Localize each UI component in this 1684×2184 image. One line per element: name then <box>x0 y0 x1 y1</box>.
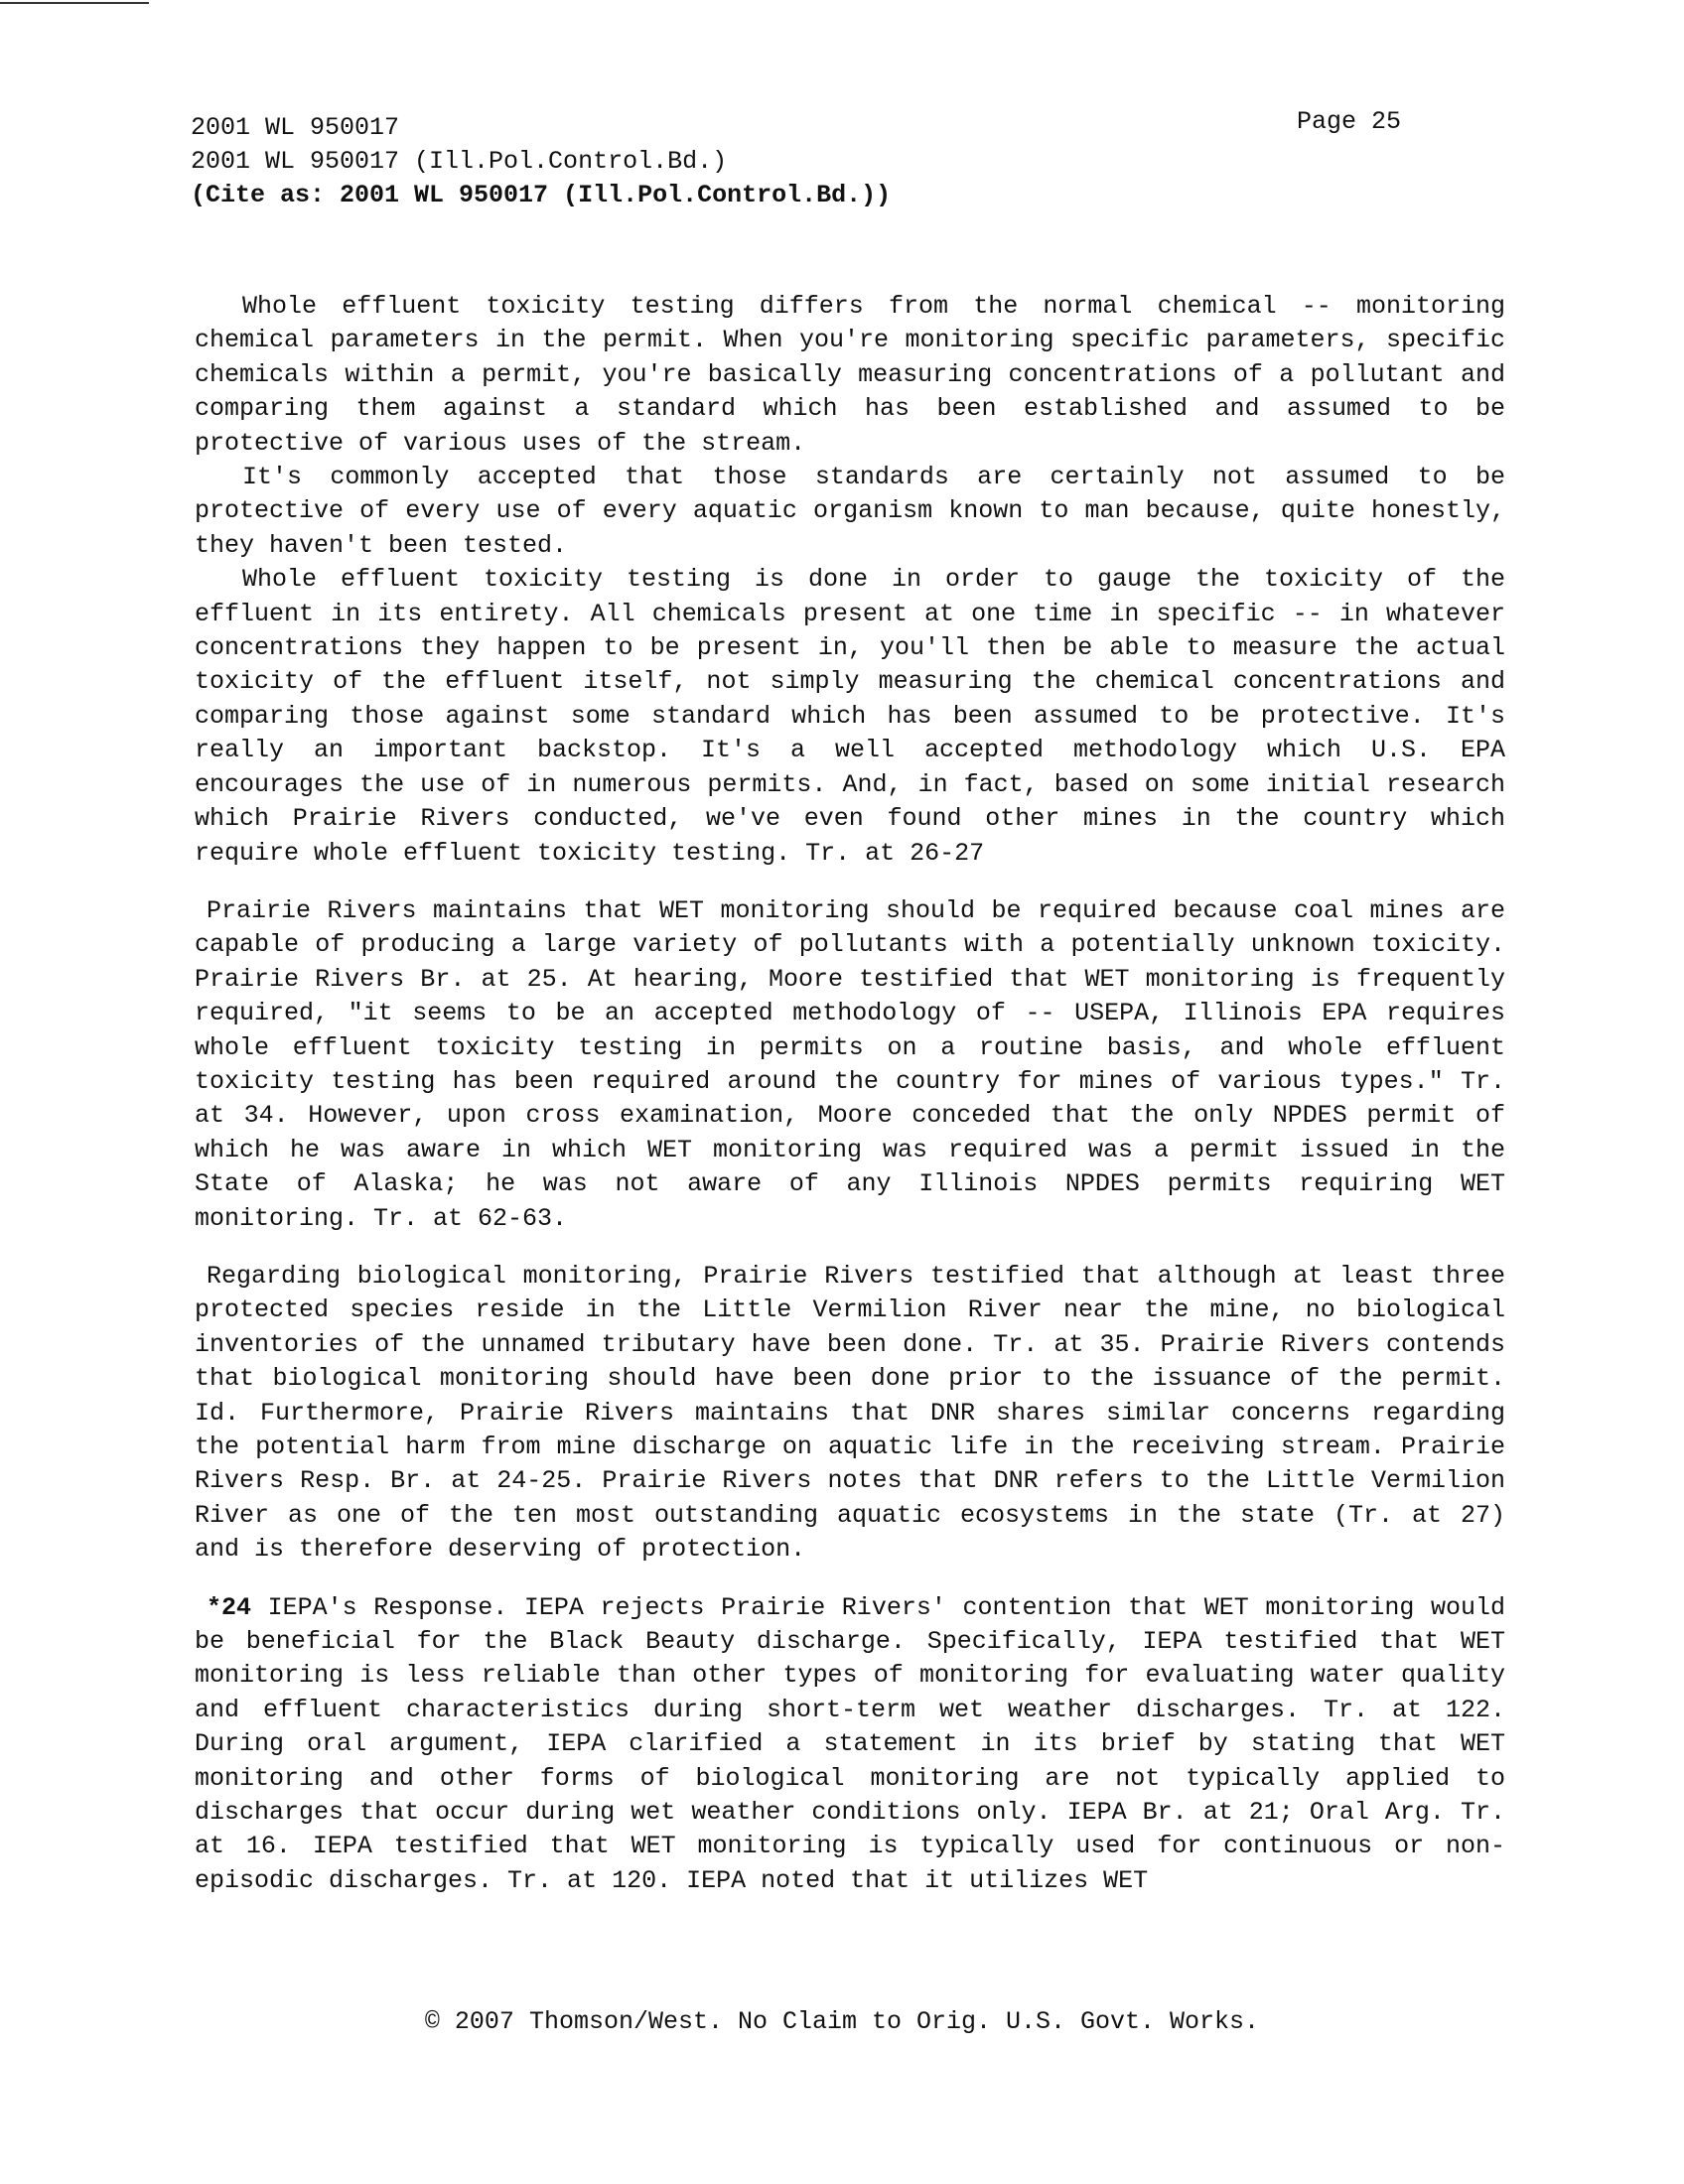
paragraph-gap <box>195 871 1505 894</box>
citation-line-1: 2001 WL 950017 <box>191 113 400 142</box>
quote-paragraph: Whole effluent toxicity testing differs from the normal chemical -- monitoring chemical parameters in the permit. When you're monitoring specific parameters, specific chemicals within a permit, you're basically measuring concentrations of a pollutant and comparing them against a standard which has been established and assumed to be protective of various uses of the stream. <box>195 292 1505 458</box>
scan-corner-rule <box>0 2 149 4</box>
quote-paragraph: Whole effluent toxicity testing is done in order to gauge the toxicity of the effluent in its entirety. All chemicals present at one time in specific -- in whatever concentrations they happen to be present in, you'll then be able to measure the actual toxicity of the effluent itself, not simply measuring the chemical concentrations and comparing those against some standard which has been assumed to be protective. It's really an important backstop. It's a well accepted methodology which U.S. EPA encourages the use of in numerous permits. And, in fact, based on some initial research which Prairie Rivers conducted, we've even found other mines in the country which require whole effluent toxicity testing. Tr. at 26-27 <box>195 565 1505 868</box>
cite-as-line: (Cite as: 2001 WL 950017 (Ill.Pol.Control.Bd.)) <box>191 181 892 209</box>
body-paragraph: Prairie Rivers maintains that WET monitoring should be required because coal mines are capable of producing a large variety of pollutants with a potentially unknown toxicity. Prairie Rivers Br. at 25. At hearing, Moore testified that WET monitoring is frequently required, "it seems to be an accepted methodology of -- USEPA, Illinois EPA requires whole effluent toxicity testing in permits on a routine basis, and whole effluent toxicity testing has been required around the country for mines of various types." Tr. at 34. However, upon cross examination, Moore conceded that the only NPDES permit of which he was aware in which WET monitoring was required was a permit issued in the State of Alaska; he was not aware of any Illinois NPDES permits requiring WET monitoring. Tr. at 62-63. <box>195 895 1505 1233</box>
body-paragraph-text: IEPA's Response. IEPA rejects Prairie Rivers' contention that WET monitoring would be beneficial for the Black Beauty discharge. Specifically, IEPA testified that WET monitoring is less reliable than other types of monitoring for evaluating water quality and effluent characteristics during short-term wet weather discharges. Tr. at 122. During oral argument, IEPA clarified a statement in its brief by stating that WET monitoring and other forms of biological monitoring are not typically applied to discharges that occur during wet weather conditions only. IEPA Br. at 21; Oral Arg. Tr. at 16. IEPA testified that WET monitoring is typically used for continuous or non-episodic discharges. Tr. at 120. IEPA noted that it utilizes WET <box>195 1592 1505 1895</box>
body-paragraph: Regarding biological monitoring, Prairie Rivers testified that although at least three protected species reside in the Little Vermilion River near the mine, no biological inventories of the unnamed tributary have been done. Tr. at 35. Prairie Rivers contends that biological monitoring should have been done prior to the issuance of the permit. Id. Furthermore, Prairie Rivers maintains that DNR shares similar concerns regarding the potential harm from mine discharge on aquatic life in the receiving stream. Prairie Rivers Resp. Br. at 24-25. Prairie Rivers notes that DNR refers to the Little Vermilion River as one of the ten most outstanding aquatic ecosystems in the state (Tr. at 27) and is therefore deserving of protection. <box>195 1261 1505 1565</box>
paragraph-gap <box>195 1236 1505 1260</box>
copyright-footer: © 2007 Thomson/West. No Claim to Orig. U.S. Govt. Works. <box>424 2007 1260 2036</box>
page-number: Page 25 <box>1297 107 1402 136</box>
star-page-marker: *24 <box>207 1592 252 1622</box>
testimony-quote <box>195 290 1505 871</box>
paragraph-gap <box>195 1568 1505 1591</box>
document-body <box>195 290 1505 1898</box>
body-paragraph <box>195 1591 1505 1899</box>
quote-paragraph: It's commonly accepted that those standards are certainly not assumed to be protective of every use of every aquatic organism known to man because, quite honestly, they haven't been tested. <box>195 463 1505 560</box>
citation-header <box>191 111 891 212</box>
citation-line-2: 2001 WL 950017 (Ill.Pol.Control.Bd.) <box>191 147 728 176</box>
